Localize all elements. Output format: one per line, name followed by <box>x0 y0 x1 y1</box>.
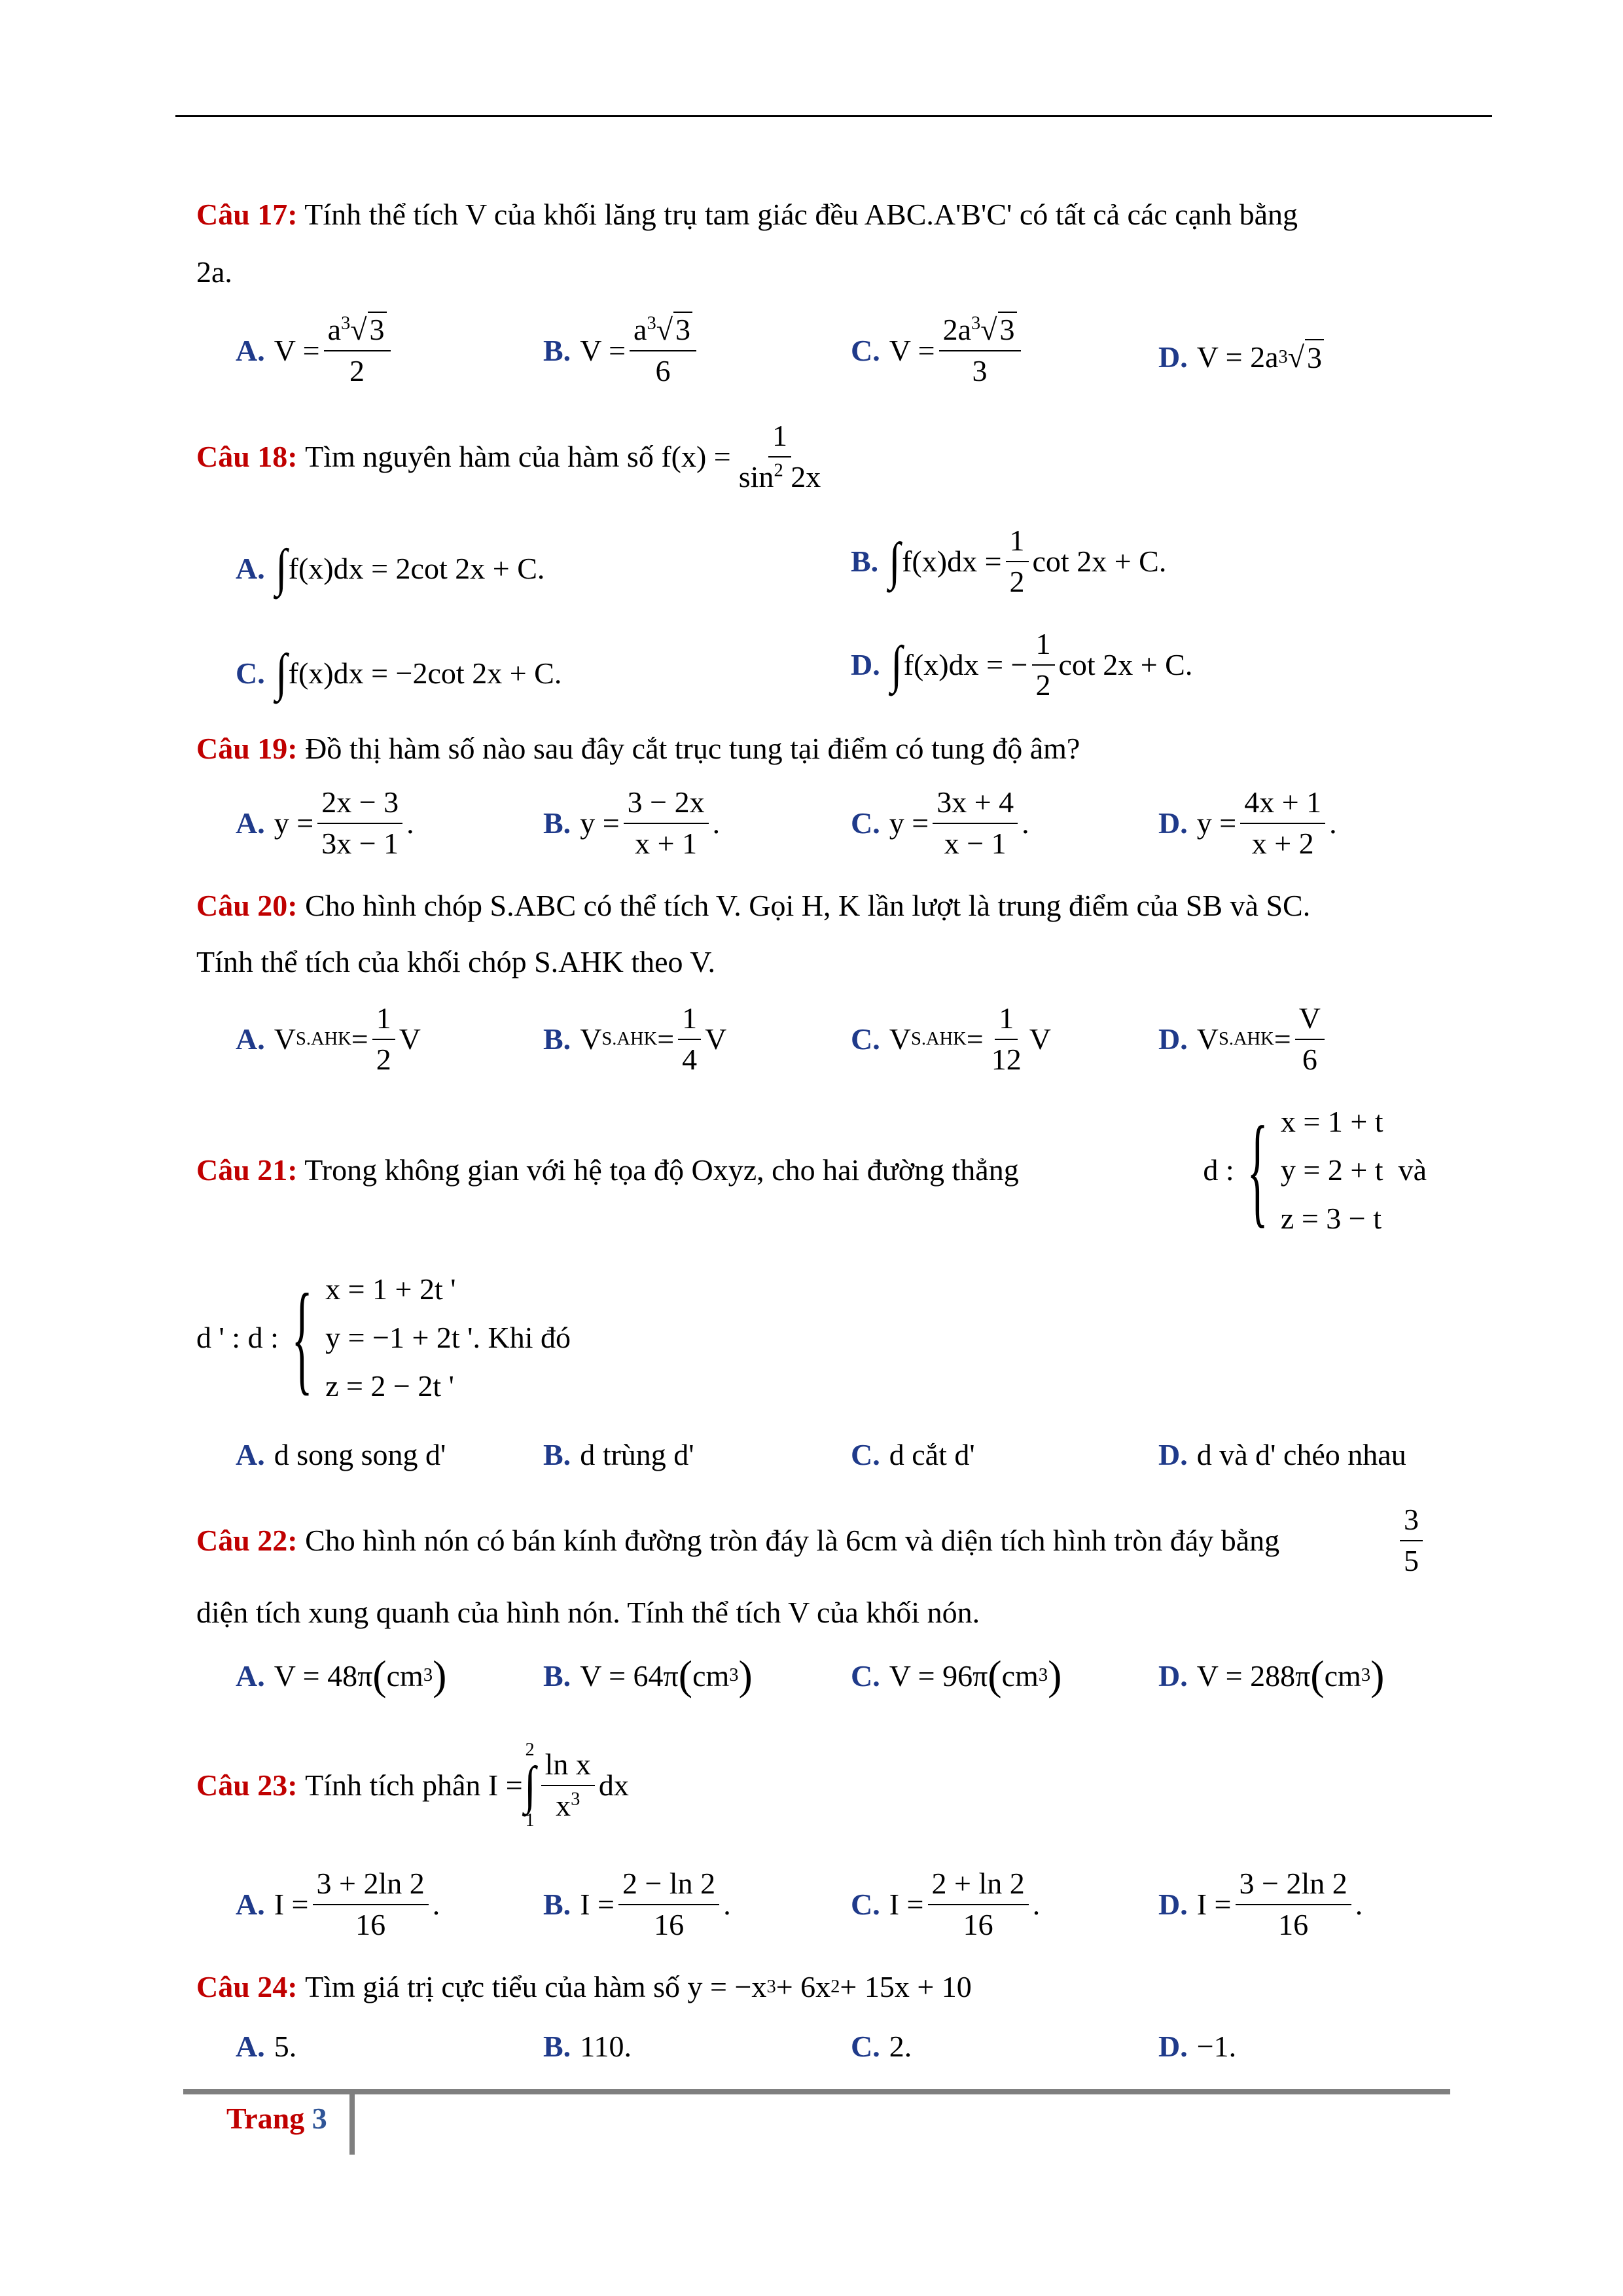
question-20 <box>196 888 1310 924</box>
option-22-c[interactable]: C. V = 96π ( cm 3 ) <box>851 1652 1062 1698</box>
question-label: Câu 18: <box>196 439 298 473</box>
formula: V = $\frac{a^3√3}{6}$ <box>580 313 700 389</box>
option-17-a[interactable]: A. V = $\frac{a^3√3}{2}$ <box>236 313 395 389</box>
formula: ∫ f(x)dx = −2cot 2x + C. <box>275 644 562 702</box>
question-label: Câu 20: <box>196 889 298 922</box>
formula: I = $\frac{2 + \ln 2}{16}$ . <box>889 1867 1041 1941</box>
option-23-b[interactable]: B. I = $\frac{2 - \ln 2}{16}$ . <box>543 1867 731 1941</box>
question-text: Cho hình chóp S.ABC có thể tích V. Gọi H, K lần lượt là trung điểm của SB và SC. <box>305 889 1311 922</box>
option-18-d[interactable]: D. ∫ f(x)dx = − $\frac{1}{2}$ cot 2x + C. <box>851 627 1193 702</box>
question-text: Trong không gian với hệ tọa độ Oxyz, cho hai đường thẳng <box>304 1153 1019 1187</box>
question-23 <box>196 1741 629 1830</box>
option-18-c[interactable]: C. ∫ f(x)dx = −2cot 2x + C. <box>236 644 562 702</box>
question-21 <box>196 1103 1427 1237</box>
formula: y = $\frac{2x - 3}{3x - 1}$ . <box>274 785 414 860</box>
option-22-a[interactable]: A. V = 48π ( cm 3 ) <box>236 1652 447 1698</box>
formula: V = $\frac{2a^3√3}{3}$ <box>889 313 1025 389</box>
option-19-b[interactable]: B. y = $\frac{3 - 2x}{x + 1}$ . <box>543 785 721 860</box>
question-text: Tính thể tích V của khối lăng trụ tam giác đều ABC.A'B'C' có tất cả các cạnh bằng <box>304 198 1298 231</box>
option-24-a[interactable]: A. 5. <box>236 2030 297 2063</box>
option-22-b[interactable]: B. V = 64π ( cm 3 ) <box>543 1652 753 1698</box>
question-21-line2: d ' : d : { x = 1 + 2t ' y = −1 + 2t ' z = 2 − 2t ' . Khi đó <box>196 1269 571 1407</box>
option-20-c[interactable]: C. V S.AHK = $\frac{1}{12}$ V <box>851 1001 1051 1076</box>
question-17-line2: 2a. <box>196 255 232 289</box>
formula: ∫ f(x)dx = $\frac{1}{2}$ cot 2x + C. <box>889 524 1167 598</box>
question-17 <box>196 196 1427 233</box>
option-20-d[interactable]: D. V S.AHK = $\frac{V}{6}$ <box>1158 1001 1329 1077</box>
formula: V = $\frac{a^3√3}{2}$ <box>274 313 395 389</box>
formula: V S.AHK = $\frac{1}{4}$ V <box>580 1001 727 1076</box>
option-19-d[interactable]: D. y = $\frac{4x + 1}{x + 2}$ . <box>1158 785 1337 860</box>
option-20-a[interactable]: A. V S.AHK = $\frac{1}{2}$ V <box>236 1001 421 1076</box>
option-23-d[interactable]: D. I = $\frac{3 - 2\ln 2}{16}$ . <box>1158 1867 1363 1941</box>
page-number-label: Trang 3 <box>226 2102 327 2135</box>
footer-rule <box>183 2089 1450 2094</box>
question-label: Câu 17: <box>196 198 298 231</box>
formula: V S.AHK = $\frac{1}{2}$ V <box>274 1001 421 1076</box>
formula: I = $\frac{3 - 2\ln 2}{16}$ . <box>1196 1867 1363 1941</box>
header-rule <box>175 115 1492 117</box>
question-text: Đồ thị hàm số nào sau đây cắt trục tung tại điểm có tung độ âm? <box>305 732 1080 765</box>
option-20-b[interactable]: B. V S.AHK = $\frac{1}{4}$ V <box>543 1001 727 1076</box>
line-d-system: d : { x = 1 + t y = 2 + t z = 3 − t và <box>1203 1102 1427 1239</box>
formula: ∫ f(x)dx = − $\frac{1}{2}$ cot 2x + C. <box>890 627 1193 702</box>
formula: V S.AHK = $\frac{1}{12}$ V <box>889 1001 1051 1076</box>
question-19 <box>196 730 1080 767</box>
option-21-b[interactable]: B. d trùng d' <box>543 1438 694 1471</box>
question-text: Tìm nguyên hàm của hàm số <box>305 439 654 473</box>
option-21-a[interactable]: A. d song song d' <box>236 1438 446 1471</box>
option-21-d[interactable]: D. d và d' chéo nhau <box>1158 1438 1406 1471</box>
formula: y = $\frac{3x + 4}{x - 1}$ . <box>889 785 1029 860</box>
formula: I = $\frac{2 - \ln 2}{16}$ . <box>580 1867 731 1941</box>
question-label: Câu 21: <box>196 1153 298 1187</box>
formula: $\frac{3}{5}$ <box>1396 1503 1427 1579</box>
formula: ∫ f(x)dx = 2cot 2x + C. <box>275 539 545 597</box>
formula: V = 64π ( cm 3 ) <box>580 1652 753 1698</box>
question-20-line2: Tính thể tích của khối chóp S.AHK theo V. <box>196 945 715 978</box>
formula: V = 48π ( cm 3 ) <box>274 1652 447 1698</box>
formula: V S.AHK = $\frac{V}{6}$ <box>1197 1001 1329 1077</box>
formula: I = 2 ∫ 1 $\frac{\text{ln x}}{x^3}$ dx <box>488 1740 629 1831</box>
option-17-b[interactable]: B. V = $\frac{a^3√3}{6}$ <box>543 313 700 389</box>
option-17-c[interactable]: C. V = $\frac{2a^3√3}{3}$ <box>851 313 1025 389</box>
formula: V = 2a 3 √ 3 <box>1197 339 1324 375</box>
footer-separator <box>349 2094 355 2155</box>
formula: V = 288π ( cm 3 ) <box>1196 1652 1385 1698</box>
question-label: Câu 23: <box>196 1768 298 1802</box>
option-18-b[interactable]: B. ∫ f(x)dx = $\frac{1}{2}$ cot 2x + C. <box>851 524 1167 598</box>
option-23-c[interactable]: C. I = $\frac{2 + \ln 2}{16}$ . <box>851 1867 1041 1941</box>
question-label: Câu 19: <box>196 732 298 765</box>
option-24-c[interactable]: C. 2. <box>851 2030 912 2063</box>
question-label: Câu 24: <box>196 1970 298 2003</box>
formula: V = 96π ( cm 3 ) <box>889 1652 1062 1698</box>
line-d-prime-system: d ' : d : { x = 1 + 2t ' y = −1 + 2t ' z = 2 − 2t ' <box>196 1269 473 1407</box>
option-19-a[interactable]: A. y = $\frac{2x - 3}{3x - 1}$ . <box>236 785 414 860</box>
question-22 <box>196 1503 1427 1579</box>
question-22-line2: diện tích xung quanh của hình nón. Tính thể tích V của khối nón. <box>196 1596 980 1629</box>
page-number: 3 <box>312 2102 327 2135</box>
option-19-c[interactable]: C. y = $\frac{3x + 4}{x - 1}$ . <box>851 785 1029 860</box>
formula: y = $\frac{4x + 1}{x + 2}$ . <box>1196 785 1337 860</box>
question-text: Tìm giá trị cực tiểu của hàm số <box>305 1970 681 2003</box>
question-text: Cho hình nón có bán kính đường tròn đáy là 6cm và diện tích hình tròn đáy bằng <box>305 1523 1280 1557</box>
option-22-d[interactable]: D. V = 288π ( cm 3 ) <box>1158 1652 1385 1698</box>
question-24 <box>196 1969 972 2005</box>
option-24-d[interactable]: D. −1. <box>1158 2030 1237 2063</box>
option-21-c[interactable]: C. d cắt d' <box>851 1438 975 1471</box>
question-text: Tính tích phân <box>305 1768 481 1802</box>
formula: f(x) = $\frac{1}{\sin^2 2x}$ <box>661 419 821 493</box>
option-17-d[interactable]: D. V = 2a 3 √ 3 <box>1158 339 1324 375</box>
option-18-a[interactable]: A. ∫ f(x)dx = 2cot 2x + C. <box>236 539 545 597</box>
question-label: Câu 22: <box>196 1523 298 1557</box>
formula: y = −x 3 + 6x 2 + 15x + 10 <box>687 1970 972 2003</box>
formula: I = $\frac{3 + 2\ln 2}{16}$ . <box>274 1867 440 1941</box>
option-24-b[interactable]: B. 110. <box>543 2030 632 2063</box>
formula: y = $\frac{3 - 2x}{x + 1}$ . <box>580 785 721 860</box>
question-18 <box>196 419 829 495</box>
option-23-a[interactable]: A. I = $\frac{3 + 2\ln 2}{16}$ . <box>236 1867 440 1941</box>
